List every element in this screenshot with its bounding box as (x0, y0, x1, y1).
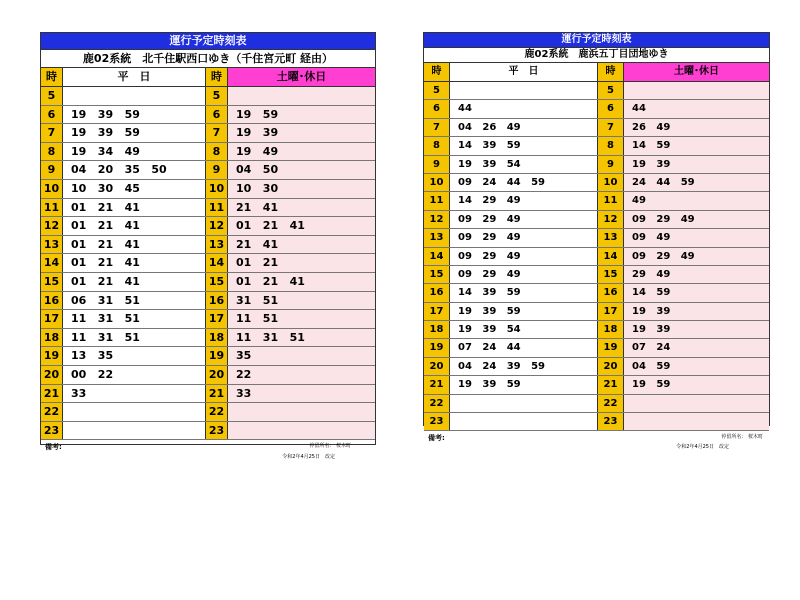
holiday-minutes (624, 413, 769, 430)
hour-cell: 11 (598, 192, 624, 209)
holiday-minutes: 35 (228, 347, 375, 365)
hour-cell: 7 (41, 124, 63, 142)
hour-cell: 22 (206, 403, 228, 421)
weekday-minutes: 14 39 59 (450, 137, 598, 154)
notes-label: 備考: (45, 443, 62, 452)
weekday-minutes: 14 39 59 (450, 284, 598, 301)
revision-note: 令和2年4月25日 改定 (676, 444, 729, 451)
table-row (424, 376, 769, 394)
table-row (424, 119, 769, 137)
weekday-minutes: 11 31 51 (63, 310, 206, 328)
stop-name: 停留所名: 桜木町 (721, 434, 763, 441)
holiday-minutes: 01 21 (228, 254, 375, 272)
hour-cell: 12 (206, 217, 228, 235)
table-row (424, 339, 769, 357)
hour-cell: 8 (206, 143, 228, 161)
weekday-minutes: 09 29 49 (450, 248, 598, 265)
hour-cell: 16 (598, 284, 624, 301)
weekday-minutes (450, 82, 598, 99)
timetable-title: 運行予定時刻表 (424, 33, 769, 48)
weekday-minutes: 19 39 59 (63, 106, 206, 124)
right-timetable (423, 32, 770, 451)
table-row (424, 266, 769, 284)
holiday-minutes: 29 49 (624, 266, 769, 283)
hour-cell: 15 (598, 266, 624, 283)
weekday-minutes: 19 39 59 (63, 124, 206, 142)
timetable-header-row (41, 68, 375, 87)
hour-cell: 20 (424, 358, 450, 375)
hour-cell: 15 (424, 266, 450, 283)
holiday-minutes: 19 59 (228, 106, 375, 124)
hour-cell: 19 (598, 339, 624, 356)
table-row (41, 292, 375, 311)
holiday-minutes: 09 49 (624, 229, 769, 246)
holiday-minutes: 33 (228, 385, 375, 403)
holiday-minutes (624, 395, 769, 412)
weekday-minutes: 19 39 54 (450, 156, 598, 173)
hour-cell: 12 (41, 217, 63, 235)
table-row (41, 422, 375, 441)
weekday-minutes: 01 21 41 (63, 236, 206, 254)
holiday-minutes: 44 (624, 100, 769, 117)
weekday-minutes: 09 29 49 (450, 229, 598, 246)
table-row (41, 310, 375, 329)
holiday-minutes (624, 82, 769, 99)
weekday-minutes: 09 29 49 (450, 211, 598, 228)
holiday-minutes: 31 51 (228, 292, 375, 310)
route-destination: 鹿02系統 北千住駅西口ゆき（千住宮元町 経由） (41, 50, 375, 68)
hour-cell: 5 (424, 82, 450, 99)
hour-cell: 22 (41, 403, 63, 421)
table-row (424, 192, 769, 210)
holiday-minutes: 19 39 (228, 124, 375, 142)
hour-cell: 13 (206, 236, 228, 254)
table-row (424, 82, 769, 100)
weekday-minutes: 19 39 54 (450, 321, 598, 338)
hour-cell: 14 (41, 254, 63, 272)
hour-cell: 10 (41, 180, 63, 198)
hour-cell: 15 (41, 273, 63, 291)
hour-cell: 16 (206, 292, 228, 310)
holiday-minutes: 19 39 (624, 156, 769, 173)
hour-header: 時 (41, 68, 63, 86)
notes-label: 備考: (428, 434, 445, 443)
hour-cell: 18 (598, 321, 624, 338)
table-row (424, 174, 769, 192)
table-row (424, 211, 769, 229)
weekday-minutes: 00 22 (63, 366, 206, 384)
timetable-grid (424, 82, 769, 431)
hour-cell: 18 (41, 329, 63, 347)
holiday-minutes: 19 59 (624, 376, 769, 393)
table-row (424, 156, 769, 174)
hour-cell: 11 (424, 192, 450, 209)
hour-header: 時 (424, 63, 450, 81)
table-row (41, 273, 375, 292)
hour-cell: 13 (424, 229, 450, 246)
hour-cell: 21 (424, 376, 450, 393)
hour-cell: 16 (41, 292, 63, 310)
hour-cell: 7 (598, 119, 624, 136)
holiday-minutes: 11 31 51 (228, 329, 375, 347)
hour-cell: 15 (206, 273, 228, 291)
hour-cell: 11 (41, 199, 63, 217)
weekday-minutes: 33 (63, 385, 206, 403)
table-row (424, 137, 769, 155)
weekday-minutes (63, 403, 206, 421)
holiday-minutes: 07 24 (624, 339, 769, 356)
hour-cell: 22 (424, 395, 450, 412)
hour-cell: 20 (206, 366, 228, 384)
table-row (41, 329, 375, 348)
hour-cell: 11 (206, 199, 228, 217)
hour-cell: 23 (598, 413, 624, 430)
weekday-minutes: 44 (450, 100, 598, 117)
table-row (41, 87, 375, 106)
hour-cell: 7 (206, 124, 228, 142)
table-row (41, 254, 375, 273)
holiday-minutes (228, 87, 375, 105)
hour-cell: 9 (598, 156, 624, 173)
table-row (424, 358, 769, 376)
hour-cell: 23 (424, 413, 450, 430)
table-row (41, 180, 375, 199)
hour-cell: 23 (206, 422, 228, 440)
table-row (41, 161, 375, 180)
hour-cell: 8 (41, 143, 63, 161)
hour-cell: 12 (598, 211, 624, 228)
table-row (424, 100, 769, 118)
holiday-header: 土曜･休日 (624, 63, 769, 81)
holiday-minutes (228, 422, 375, 440)
weekday-minutes: 19 34 49 (63, 143, 206, 161)
route-destination: 鹿02系統 鹿浜五丁目団地ゆき (424, 48, 769, 63)
holiday-minutes: 04 59 (624, 358, 769, 375)
timetable-grid (41, 87, 375, 440)
holiday-minutes: 19 49 (228, 143, 375, 161)
weekday-minutes: 01 21 41 (63, 199, 206, 217)
revision-note: 令和2年4月25日 改定 (282, 454, 335, 461)
hour-cell: 8 (598, 137, 624, 154)
table-row (424, 229, 769, 247)
holiday-minutes: 11 51 (228, 310, 375, 328)
notes-row (424, 431, 769, 443)
table-row (41, 143, 375, 162)
hour-cell: 19 (424, 339, 450, 356)
hour-cell: 22 (598, 395, 624, 412)
hour-cell: 10 (598, 174, 624, 191)
weekday-minutes (450, 413, 598, 430)
weekday-minutes: 04 26 49 (450, 119, 598, 136)
hour-cell: 6 (41, 106, 63, 124)
holiday-minutes: 26 49 (624, 119, 769, 136)
hour-cell: 14 (424, 248, 450, 265)
weekday-minutes: 01 21 41 (63, 217, 206, 235)
hour-cell: 9 (41, 161, 63, 179)
hour-cell: 8 (424, 137, 450, 154)
table-row (41, 366, 375, 385)
weekday-minutes: 13 35 (63, 347, 206, 365)
weekday-header: 平 日 (63, 68, 206, 86)
table-row (424, 413, 769, 431)
holiday-minutes: 14 59 (624, 137, 769, 154)
hour-cell: 10 (206, 180, 228, 198)
holiday-minutes: 21 41 (228, 236, 375, 254)
hour-cell: 18 (206, 329, 228, 347)
hour-cell: 14 (598, 248, 624, 265)
hour-cell: 9 (206, 161, 228, 179)
hour-cell: 17 (206, 310, 228, 328)
weekday-minutes: 01 21 41 (63, 254, 206, 272)
holiday-minutes: 21 41 (228, 199, 375, 217)
table-row (41, 403, 375, 422)
weekday-minutes: 09 24 44 59 (450, 174, 598, 191)
holiday-minutes: 14 59 (624, 284, 769, 301)
hour-cell: 14 (206, 254, 228, 272)
table-row (41, 106, 375, 125)
weekday-minutes: 10 30 45 (63, 180, 206, 198)
weekday-minutes: 04 20 35 50 (63, 161, 206, 179)
holiday-minutes: 19 39 (624, 303, 769, 320)
hour-cell: 5 (41, 87, 63, 105)
table-row (424, 284, 769, 302)
holiday-minutes: 24 44 59 (624, 174, 769, 191)
stop-name: 停留所名: 桜木町 (309, 443, 351, 450)
hour-cell: 6 (424, 100, 450, 117)
table-row (41, 236, 375, 255)
weekday-minutes: 07 24 44 (450, 339, 598, 356)
table-row (424, 248, 769, 266)
holiday-minutes: 19 39 (624, 321, 769, 338)
hour-cell: 20 (41, 366, 63, 384)
table-row (424, 321, 769, 339)
hour-cell: 21 (206, 385, 228, 403)
hour-cell: 13 (41, 236, 63, 254)
weekday-minutes: 01 21 41 (63, 273, 206, 291)
table-row (41, 199, 375, 218)
table-row (41, 385, 375, 404)
hour-cell: 19 (41, 347, 63, 365)
holiday-minutes: 04 50 (228, 161, 375, 179)
hour-cell: 23 (41, 422, 63, 440)
holiday-header: 土曜･休日 (228, 68, 375, 86)
hour-header: 時 (206, 68, 228, 86)
hour-cell: 21 (598, 376, 624, 393)
timetable-header-row (424, 63, 769, 82)
holiday-minutes: 01 21 41 (228, 217, 375, 235)
hour-cell: 20 (598, 358, 624, 375)
hour-cell: 17 (424, 303, 450, 320)
hour-cell: 19 (206, 347, 228, 365)
hour-cell: 5 (598, 82, 624, 99)
holiday-minutes: 10 30 (228, 180, 375, 198)
holiday-minutes: 01 21 41 (228, 273, 375, 291)
weekday-minutes (450, 395, 598, 412)
weekday-minutes (63, 422, 206, 440)
hour-cell: 21 (41, 385, 63, 403)
hour-cell: 6 (598, 100, 624, 117)
weekday-minutes: 04 24 39 59 (450, 358, 598, 375)
table-row (424, 303, 769, 321)
hour-cell: 9 (424, 156, 450, 173)
hour-cell: 16 (424, 284, 450, 301)
weekday-minutes: 11 31 51 (63, 329, 206, 347)
table-row (41, 347, 375, 366)
holiday-minutes: 22 (228, 366, 375, 384)
weekday-minutes: 19 39 59 (450, 376, 598, 393)
timetable-title: 運行予定時刻表 (41, 33, 375, 50)
hour-cell: 6 (206, 106, 228, 124)
hour-cell: 7 (424, 119, 450, 136)
weekday-minutes: 14 29 49 (450, 192, 598, 209)
holiday-minutes: 09 29 49 (624, 248, 769, 265)
weekday-minutes: 19 39 59 (450, 303, 598, 320)
hour-cell: 17 (598, 303, 624, 320)
hour-header: 時 (598, 63, 624, 81)
weekday-minutes: 09 29 49 (450, 266, 598, 283)
holiday-minutes: 49 (624, 192, 769, 209)
weekday-minutes: 06 31 51 (63, 292, 206, 310)
holiday-minutes: 09 29 49 (624, 211, 769, 228)
notes-row (41, 440, 375, 453)
left-timetable (40, 32, 376, 461)
hour-cell: 17 (41, 310, 63, 328)
table-row (424, 395, 769, 413)
table-row (41, 217, 375, 236)
weekday-header: 平 日 (450, 63, 598, 81)
hour-cell: 10 (424, 174, 450, 191)
hour-cell: 5 (206, 87, 228, 105)
hour-cell: 18 (424, 321, 450, 338)
hour-cell: 12 (424, 211, 450, 228)
holiday-minutes (228, 403, 375, 421)
table-row (41, 124, 375, 143)
weekday-minutes (63, 87, 206, 105)
hour-cell: 13 (598, 229, 624, 246)
